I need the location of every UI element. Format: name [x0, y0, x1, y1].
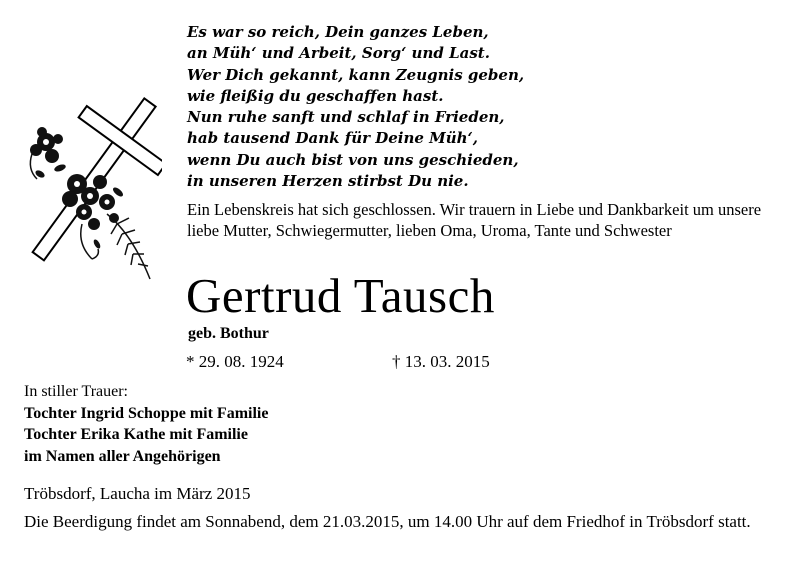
poem-line: Wer Dich gekannt, kann Zeugnis geben, [187, 65, 525, 84]
death-date: † 13. 03. 2015 [392, 352, 490, 371]
deceased-name: Gertrud Tausch [186, 268, 495, 323]
birth-name: geb. Bothur [188, 325, 269, 342]
poem-line: wie fleißig du geschaffen hast. [187, 86, 444, 105]
mourner-line: im Namen aller Angehörigen [24, 447, 221, 465]
poem-line: in unseren Herzen stirbst Du nie. [187, 172, 469, 191]
mourner-line: Tochter Erika Kathe mit Familie [24, 426, 248, 443]
poem-line: Es war so reich, Dein ganzes Leben, [187, 23, 489, 41]
place-date: Tröbsdorf, Laucha im März 2015 [24, 484, 251, 503]
funeral-notice: Die Beerdigung findet am Sonnabend, dem 21.03.2015, um 14.00 Uhr auf dem Friedhof in Tröbsdorf statt. [24, 512, 751, 531]
poem-line: wenn Du auch bist von uns geschieden, [187, 150, 519, 169]
birth-date: * 29. 08. 1924 [186, 352, 284, 371]
mourners-block [24, 381, 268, 467]
poem-line: hab tausend Dank für Deine Müh‘, [187, 129, 479, 148]
mourners-heading: In stiller Trauer: [24, 383, 128, 400]
poem-line: an Müh‘ und Arbeit, Sorg‘ und Last. [187, 44, 490, 63]
poem [187, 22, 747, 192]
poem-line: Nun ruhe sanft und schlaf in Frieden, [187, 108, 505, 127]
mourner-line: Tochter Ingrid Schoppe mit Familie [24, 404, 269, 422]
cross-with-roses-icon [22, 84, 162, 284]
intro-text: Ein Lebenskreis hat sich geschlossen. Wir trauern in Liebe und Dankbarkeit um unsere liebe Mutter, Schwiegermutter, lieben Oma, Uroma, Tante und Schwester [187, 200, 762, 240]
